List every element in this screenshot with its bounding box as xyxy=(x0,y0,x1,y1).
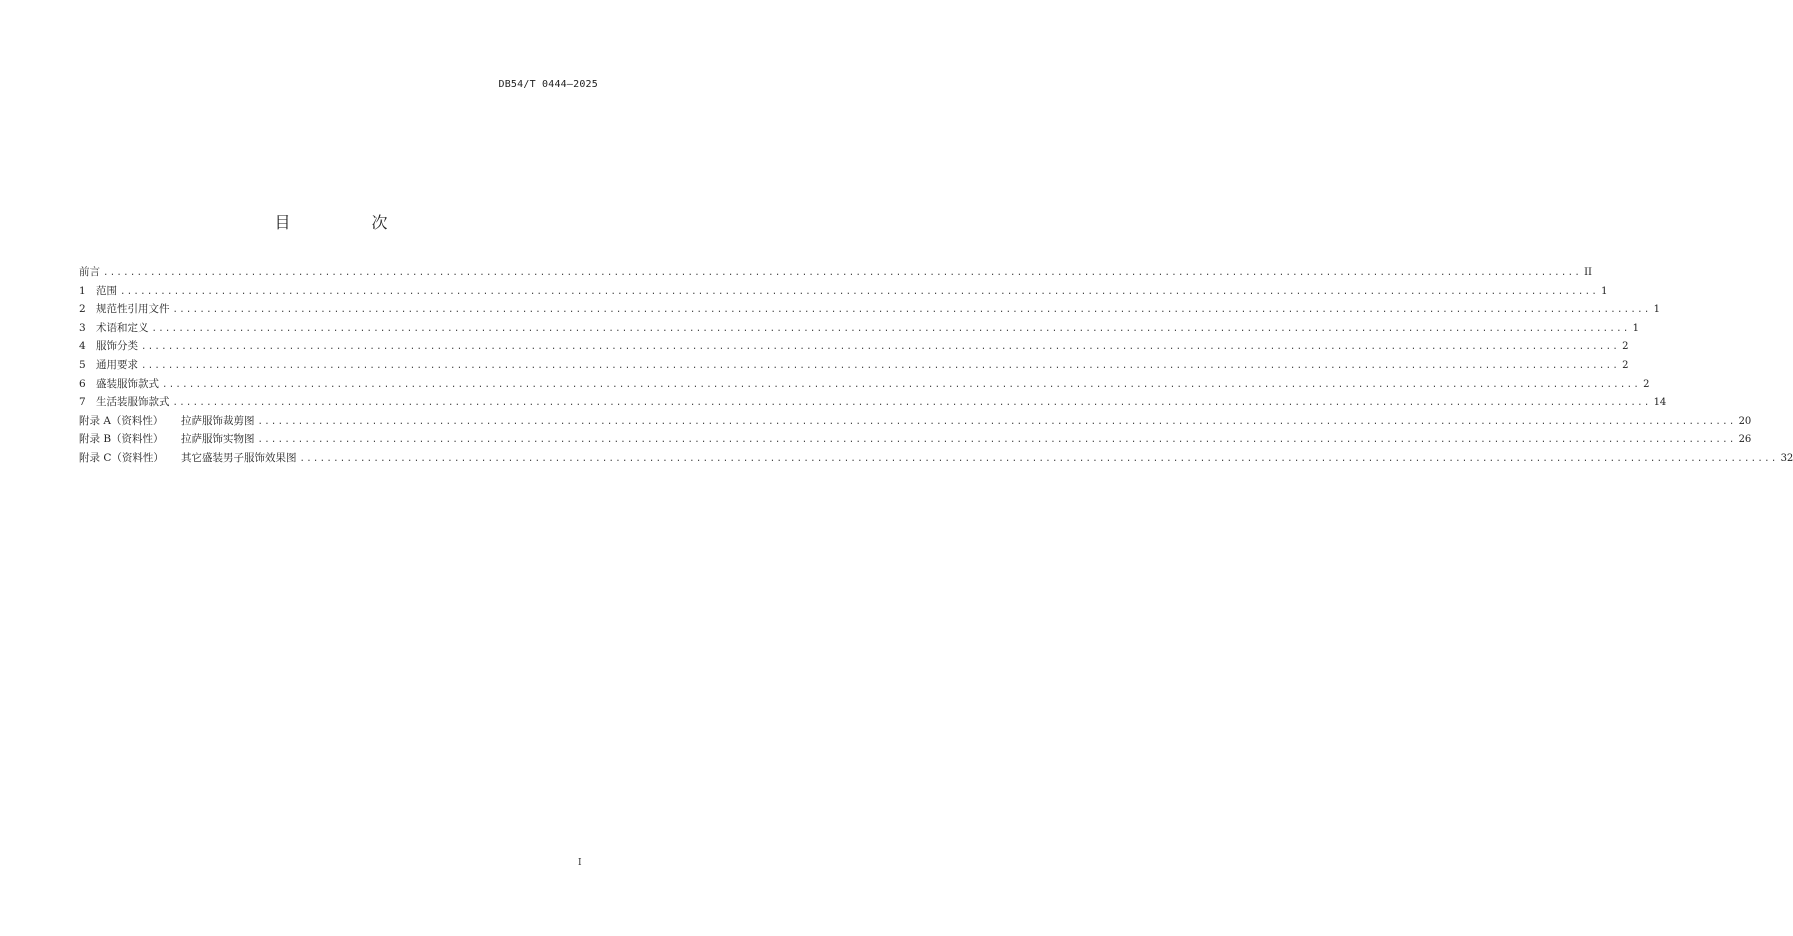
toc-entry-7[interactable] xyxy=(79,393,1667,412)
table-of-contents xyxy=(79,263,1793,468)
page-number: I xyxy=(578,858,582,868)
toc-entry-appendix-a[interactable] xyxy=(79,412,1752,431)
toc-entry-page: 26 xyxy=(1738,434,1752,446)
toc-entry-page: II xyxy=(1584,267,1592,278)
toc-entry-number: 5 xyxy=(79,358,86,371)
toc-entry-label: 其它盛装男子服饰效果图 xyxy=(181,451,297,464)
toc-entry-appendix-b[interactable] xyxy=(79,430,1752,449)
toc-leader-dots: ............................................................................................................................................................................................................................ xyxy=(162,379,1641,390)
toc-entry-page: 1 xyxy=(1632,322,1639,334)
toc-appendix-tag: 附录 B（资料性） xyxy=(79,433,164,446)
toc-entry-1[interactable] xyxy=(79,282,1608,301)
toc-entry-foreword[interactable] xyxy=(79,263,1592,282)
toc-entry-label: 拉萨服饰实物图 xyxy=(181,433,255,446)
toc-leader-dots: ............................................................................................................................................................................................................................ xyxy=(141,360,1620,371)
toc-entry-label: 前言 xyxy=(79,266,100,278)
toc-entry-number: 3 xyxy=(79,321,86,334)
toc-entry-page: 1 xyxy=(1653,304,1660,316)
toc-leader-dots: ............................................................................................................................................................................................................................ xyxy=(257,435,1736,446)
toc-entry-label: 范围 xyxy=(96,284,117,297)
toc-leader-dots: ............................................................................................................................................................................................................................ xyxy=(151,323,1630,334)
toc-entry-number: 7 xyxy=(79,396,86,409)
toc-entry-page: 2 xyxy=(1643,378,1650,390)
toc-entry-label: 拉萨服饰裁剪图 xyxy=(181,414,255,427)
toc-entry-number: 6 xyxy=(79,377,86,390)
toc-entry-label: 盛装服饰款式 xyxy=(96,377,159,390)
toc-appendix-tag: 附录 A（资料性） xyxy=(79,414,164,427)
toc-leader-dots: ............................................................................................................................................................................................................................ xyxy=(172,398,1651,409)
toc-entry-label: 生活装服饰款式 xyxy=(96,396,170,409)
toc-leader-dots: ............................................................................................................................................................................................................................ xyxy=(257,416,1736,427)
toc-entry-label: 通用要求 xyxy=(96,358,138,371)
toc-entry-label: 服饰分类 xyxy=(96,340,138,353)
toc-entry-number: 1 xyxy=(79,284,86,297)
document-code: DB54/T 0444—2025 xyxy=(498,79,598,90)
toc-appendix-tag: 附录 C（资料性） xyxy=(79,451,164,464)
toc-entry-page: 2 xyxy=(1622,341,1629,353)
toc-entry-5[interactable] xyxy=(79,356,1629,375)
toc-leader-dots: ............................................................................................................................................................................................................................ xyxy=(299,453,1778,464)
toc-entry-number: 2 xyxy=(79,303,86,316)
toc-entry-3[interactable] xyxy=(79,319,1639,338)
toc-leader-dots: ............................................................................................................................................................................................................................ xyxy=(120,286,1599,297)
toc-entry-page: 32 xyxy=(1780,452,1793,464)
toc-entry-page: 2 xyxy=(1622,359,1629,371)
toc-entry-label: 术语和定义 xyxy=(96,321,149,334)
toc-leader-dots: ............................................................................................................................................................................................................................ xyxy=(172,305,1651,316)
toc-entry-2[interactable] xyxy=(79,300,1660,319)
toc-entry-page: 20 xyxy=(1738,415,1752,427)
toc-entry-page: 14 xyxy=(1653,397,1667,409)
toc-leader-dots: ............................................................................................................................................................................................................................ xyxy=(141,342,1620,353)
toc-title: 目 次 xyxy=(274,213,426,232)
toc-entry-page: 1 xyxy=(1601,285,1608,297)
toc-entry-4[interactable] xyxy=(79,337,1629,356)
toc-entry-appendix-c[interactable] xyxy=(79,449,1793,468)
toc-entry-number: 4 xyxy=(79,340,86,353)
toc-leader-dots: ............................................................................................................................................................................................................................ xyxy=(103,268,1582,278)
toc-entry-6[interactable] xyxy=(79,375,1650,394)
toc-entry-label: 规范性引用文件 xyxy=(96,303,170,316)
